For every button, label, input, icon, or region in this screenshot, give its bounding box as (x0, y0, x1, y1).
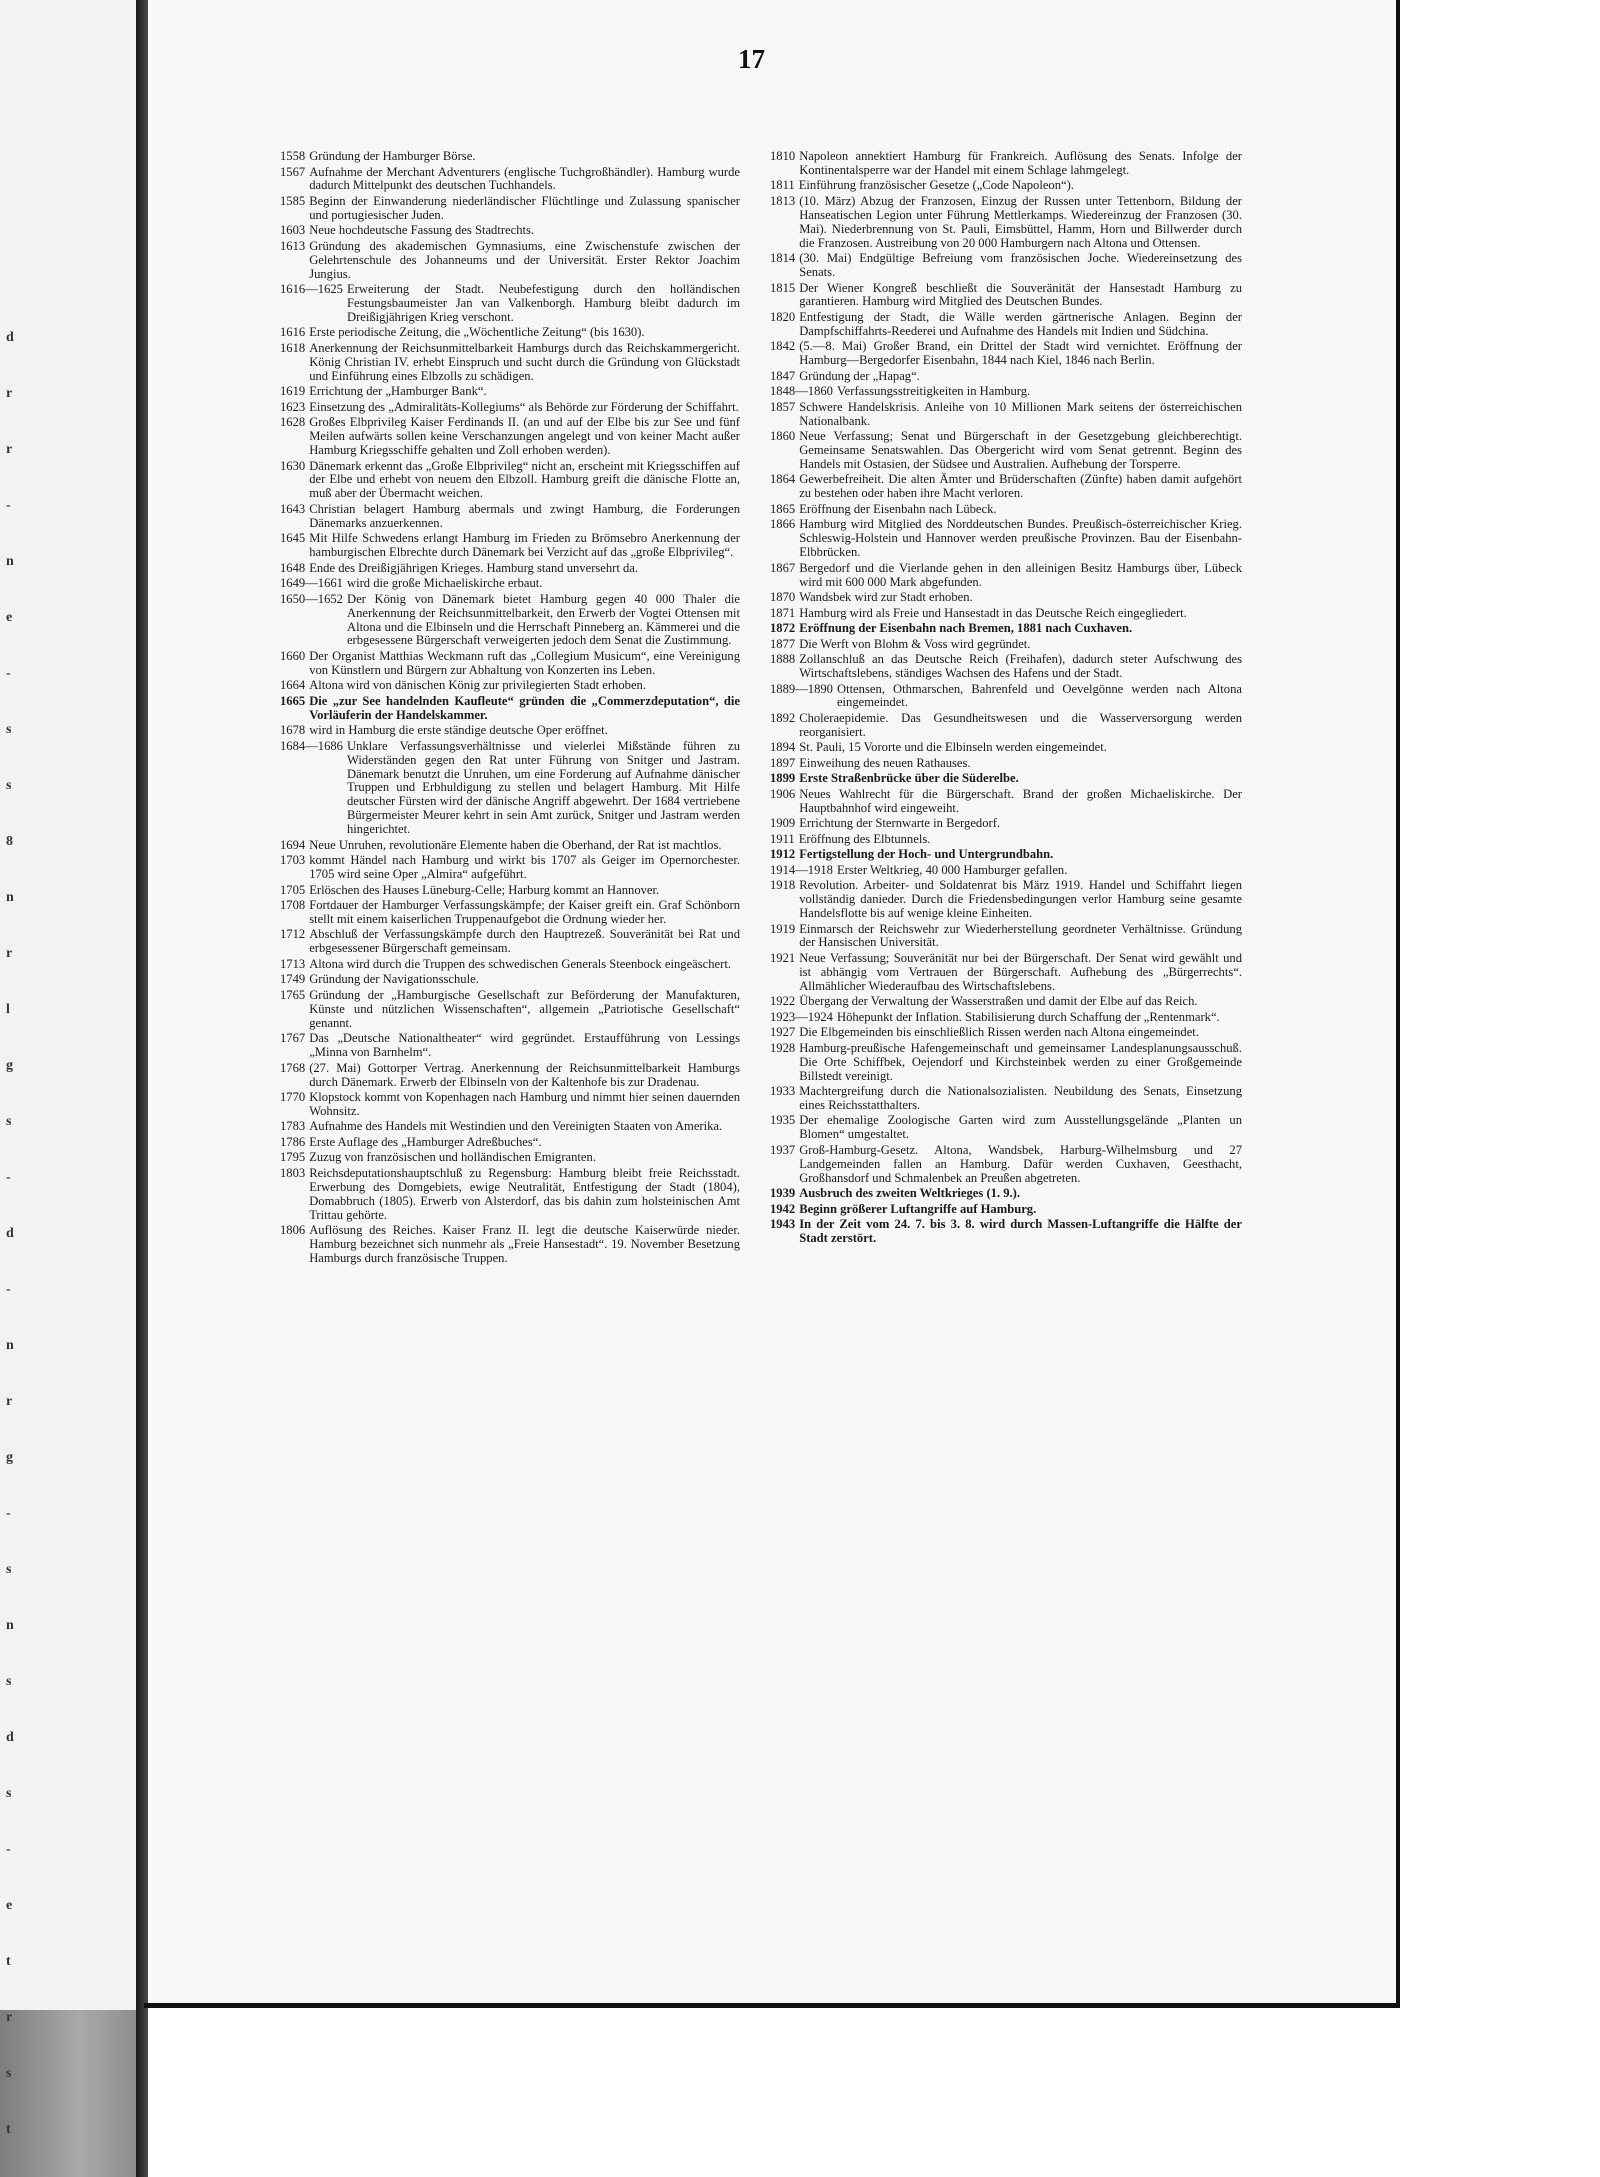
timeline-entry (770, 952, 1242, 994)
entry-text: Die Werft von Blohm & Voss wird gegründet. (799, 636, 1031, 651)
entry-text: Auflösung des Reiches. Kaiser Franz II. legt die deutsche Kaiserwürde nieder. Hamburg bezeichnet sich nunmehr als „Freie Hansestadt“. 19. November Besetzung Hamburgs durch französische Truppen. (309, 1223, 740, 1265)
entry-text: Großes Elbprivileg Kaiser Ferdinands II. (an und auf der Elbe bis zur See und fünf Meilen aufwärts sollen keine Verschanzungen angelegt und von keiner Macht außer Hamburg Kriegsschiffe gehalten und Zoll erhoben werden). (309, 415, 740, 458)
margin-letter: s (6, 722, 12, 737)
entry-year: 1867 (770, 560, 796, 575)
entry-year: 1892 (770, 710, 796, 725)
margin-letter: s (6, 1674, 12, 1689)
timeline-entry (280, 577, 740, 591)
entry-text: Anerkennung der Reichsunmittelbarkeit Hamburgs durch das Reichskammergericht. König Christian IV. erhebt Einspruch und sucht durch die Gründung von Glückstadt und Einführung eines Elbzolls zu schädigen. (309, 340, 740, 383)
entry-text: Die „zur See handelnden Kaufleute“ gründen die „Commerzdeputation“, die Vorläuferin der Handelskammer. (309, 693, 740, 722)
timeline-entry (280, 385, 740, 399)
entry-year: 1713 (280, 956, 306, 971)
timeline-entry (770, 1042, 1242, 1084)
entry-year: 1786 (280, 1134, 306, 1149)
entry-year: 1616—1625 (280, 282, 343, 297)
entry-text: Die Elbgemeinden bis einschließlich Rissen werden nach Altona eingemeindet. (799, 1025, 1199, 1040)
entry-year: 1628 (280, 415, 306, 430)
entry-text: Machtergreifung durch die Nationalsozialisten. Neubildung des Senats, Einsetzung eines Reichsstatthalters. (799, 1084, 1242, 1112)
entry-text: Klopstock kommt von Kopenhagen nach Hamburg und nimmt hier seinen dauernden Wohnsitz. (309, 1090, 740, 1118)
timeline-entry (280, 1091, 740, 1119)
timeline-entry (280, 740, 740, 837)
margin-letter: - (6, 1506, 11, 1521)
entry-text: Erste periodische Zeitung, die „Wöchentliche Zeitung“ (bis 1630). (309, 325, 645, 340)
entry-year: 1919 (770, 921, 796, 936)
entry-text: Erste Auflage des „Hamburger Adreßbuches“. (309, 1134, 542, 1149)
entry-year: 1814 (770, 251, 796, 266)
entry-text: kommt Händel nach Hamburg und wirkt bis 1707 als Geiger im Opernorchester. 1705 wird seine Oper „Almira“ aufgeführt. (309, 853, 740, 882)
entry-year: 1820 (770, 309, 796, 324)
margin-letter: r (6, 1394, 13, 1409)
margin-letter: n (6, 1338, 14, 1353)
timeline-entry (280, 224, 740, 238)
timeline-entry (770, 741, 1242, 755)
timeline-entry (770, 1026, 1242, 1040)
entry-year: 1648 (280, 560, 306, 575)
timeline-entry (280, 240, 740, 282)
timeline-entry (770, 622, 1242, 636)
margin-letter: t (6, 1954, 11, 1969)
entry-year: 1935 (770, 1113, 796, 1128)
timeline-entry (280, 899, 740, 927)
timeline-entry (280, 928, 740, 956)
timeline-entry (770, 562, 1242, 590)
entry-year: 1712 (280, 927, 306, 942)
margin-letter: n (6, 554, 14, 569)
entry-text: Neue Unruhen, revolutionäre Elemente haben die Oberhand, der Rat ist machtlos. (309, 837, 722, 852)
entry-text: Einweihung des neuen Rathauses. (799, 755, 971, 770)
left-page-edge (0, 0, 139, 2137)
entry-year: 1684—1686 (280, 738, 343, 753)
entry-year: 1866 (770, 517, 796, 532)
entry-year: 1912 (770, 847, 796, 862)
timeline-entry (280, 283, 740, 325)
timeline-entry (280, 1120, 740, 1134)
entry-text: (30. Mai) Endgültige Befreiung vom französischen Joche. Wiedereinsetzung des Senats. (799, 251, 1242, 280)
entry-text: Reichsdeputationshauptschluß zu Regensburg: Hamburg bleibt freie Reichsstadt. Erwerbung des Domgebiets, ewige Neutralität, Entfestigung der Stadt (1804), Domabbruch (1805). Erwerb von Alsterdorf, das bis dahin zum holsteinischen Amt Trittau gehörte. (309, 1165, 740, 1222)
margin-letter: - (6, 1282, 11, 1297)
entry-year: 1645 (280, 531, 306, 546)
entry-text: Entfestigung der Stadt, die Wälle werden gärtnerische Anlagen. Beginn der Dampfschiffahrts-Reederei und Aufnahme des Handels mit Indien und Südchina. (799, 309, 1242, 338)
timeline-entry (280, 1062, 740, 1090)
entry-year: 1660 (280, 648, 306, 663)
entry-year: 1906 (770, 786, 796, 801)
timeline-entry (770, 757, 1242, 771)
timeline-entry (770, 817, 1242, 831)
entry-text: Der ehemalige Zoologische Garten wird zum Ausstellungsgelände „Planten un Blomen“ umgestaltet. (799, 1113, 1242, 1142)
timeline-entry (770, 591, 1242, 605)
entry-year: 1937 (770, 1142, 796, 1157)
entry-text: Erste Straßenbrücke über die Süderelbe. (799, 771, 1019, 786)
entry-year: 1811 (770, 178, 795, 193)
margin-letter: e (6, 610, 13, 625)
entry-text: Neues Wahlrecht für die Bürgerschaft. Brand der großen Michaeliskirche. Der Hauptbahnhof wird eingeweiht. (799, 786, 1242, 815)
timeline-entry (280, 958, 740, 972)
entry-year: 1888 (770, 652, 796, 667)
timeline-entry (770, 195, 1242, 251)
entry-text: Beginn größerer Luftangriffe auf Hamburg. (799, 1201, 1037, 1216)
page-bottom-border (144, 2003, 1400, 2008)
margin-letter: - (6, 666, 11, 681)
margin-letter: l (6, 1002, 10, 1017)
entry-year: 1803 (280, 1165, 306, 1180)
timeline-entry (280, 679, 740, 693)
entry-year: 1618 (280, 340, 306, 355)
entry-year: 1943 (770, 1217, 796, 1232)
entry-text: Christian belagert Hamburg abermals und zwingt Hamburg, die Forderungen Dänemarks anzuerkennen. (309, 501, 740, 530)
entry-year: 1694 (280, 837, 306, 852)
timeline-entry (770, 683, 1242, 711)
entry-year: 1939 (770, 1186, 796, 1201)
entry-text: Hamburg-preußische Hafengemeinschaft und gemeinsamer Landesplanungsausschuß. Die Orte Schiffbek, Oejendorf und Kirchsteinbek werden zu einer Großgemeinde Billstedt vereinigt. (799, 1040, 1242, 1083)
timeline-entry (770, 864, 1242, 878)
timeline-entry (280, 1224, 740, 1266)
entry-text: Ausbruch des zweiten Weltkrieges (1. 9.). (799, 1186, 1021, 1201)
entry-text: Neue hochdeutsche Fassung des Stadtrechts. (309, 223, 535, 238)
timeline-entry (280, 650, 740, 678)
timeline-entry (280, 416, 740, 458)
timeline-entry (770, 1114, 1242, 1142)
timeline-entry (770, 370, 1242, 384)
timeline-entry (770, 385, 1242, 399)
timeline-entry (770, 1085, 1242, 1113)
entry-text: Altona wird von dänischen König zur privilegierten Stadt erhoben. (309, 678, 646, 693)
timeline-entry (280, 854, 740, 882)
entry-text: Ottensen, Othmarschen, Bahrenfeld und Oevelgönne werden nach Altona eingemeindet. (836, 681, 1242, 710)
entry-year: 1842 (770, 339, 796, 354)
entry-year: 1650—1652 (280, 591, 343, 606)
entry-text: Revolution. Arbeiter- und Soldatenrat bis März 1919. Handel und Schiffahrt liegen vollständig danieder. Durch die Friedensbedingungen verlor Hamburg seine gesamte Handelsflotte bis auf wenige kleine Einheiten. (799, 878, 1242, 921)
entry-year: 1813 (770, 193, 796, 208)
timeline-entry (280, 724, 740, 738)
timeline-entry (770, 653, 1242, 681)
entry-year: 1914—1918 (770, 862, 833, 877)
margin-letter: r (6, 442, 13, 457)
entry-text: Erweiterung der Stadt. Neubefestigung durch den holländischen Festungsbaumeister Jan van Valkenborgh. Hamburg bleibt dadurch im Dreißigjährigen Krieg verschont. (346, 282, 740, 324)
timeline-entry (280, 150, 740, 164)
entry-year: 1871 (770, 605, 796, 620)
timeline-entry (770, 503, 1242, 517)
entry-year: 1942 (770, 1201, 796, 1216)
entry-text: Eröffnung der Eisenbahn nach Bremen, 1881 nach Cuxhaven. (799, 621, 1133, 636)
timeline-entry (280, 973, 740, 987)
entry-year: 1877 (770, 636, 796, 651)
entry-text: Zollanschluß an das Deutsche Reich (Freihafen), dadurch steter Aufschwung des Wirtschaftslebens, ständiges Wachsen des Hafens und der Stadt. (799, 652, 1242, 680)
margin-letter: - (6, 1170, 11, 1185)
margin-letter: d (6, 1730, 14, 1745)
timeline-entry (280, 1136, 740, 1150)
timeline-entry (770, 833, 1242, 847)
entry-year: 1649—1661 (280, 576, 343, 591)
timeline-entry (770, 772, 1242, 786)
timeline-entry (770, 879, 1242, 921)
timeline-entry (280, 401, 740, 415)
timeline-entry (770, 430, 1242, 472)
timeline-column-right (770, 150, 1242, 1248)
entry-text: Übergang der Verwaltung der Wasserstraßen und damit der Elbe auf das Reich. (799, 994, 1198, 1009)
entry-year: 1585 (280, 193, 306, 208)
timeline-entry (280, 342, 740, 384)
timeline-entry (280, 839, 740, 853)
entry-text: Zuzug von französischen und holländischen Emigranten. (309, 1150, 596, 1165)
timeline-entry (770, 923, 1242, 951)
timeline-entry (280, 1151, 740, 1165)
entry-year: 1619 (280, 384, 306, 399)
timeline-entry (770, 340, 1242, 368)
timeline-entry (770, 1218, 1242, 1246)
timeline-entry (770, 1011, 1242, 1025)
margin-letter: t (6, 2122, 11, 2137)
entry-text: wird in Hamburg die erste ständige deutsche Oper eröffnet. (309, 723, 608, 738)
margin-letter: d (6, 330, 14, 345)
entry-text: Beginn der Einwanderung niederländischer Flüchtlinge und Zulassung spanischer und portugiesischer Juden. (309, 193, 740, 222)
entry-text: Eröffnung der Eisenbahn nach Lübeck. (799, 501, 997, 516)
entry-year: 1921 (770, 950, 796, 965)
entry-year: 1567 (280, 164, 306, 179)
entry-text: Fortdauer der Hamburger Verfassungskämpfe; der Kaiser greift ein. Graf Schönborn stellt mit einem kaiserlichen Truppenaufgebot die Ordnung wieder her. (309, 898, 740, 926)
entry-text: Gründung der Navigationsschule. (309, 972, 479, 987)
entry-text: Einsetzung des „Admiralitäts-Kollegiums“ als Behörde zur Förderung der Schiffahrt. (309, 399, 739, 414)
entry-text: St. Pauli, 15 Vororte und die Elbinseln werden eingemeindet. (799, 740, 1107, 755)
entry-year: 1616 (280, 325, 306, 340)
entry-text: Höhepunkt der Inflation. Stabilisierung durch Schaffung der „Rentenmark“. (836, 1009, 1220, 1024)
timeline-entry (770, 401, 1242, 429)
entry-text: Gründung der Hamburger Börse. (309, 149, 476, 163)
timeline-entry (280, 884, 740, 898)
entry-year: 1864 (770, 472, 796, 487)
entry-text: Erlöschen des Hauses Lüneburg-Celle; Harburg kommt an Hannover. (309, 882, 660, 897)
entry-text: Hamburg wird als Freie und Hansestadt in das Deutsche Reich eingegliedert. (799, 605, 1187, 620)
timeline-entry (280, 460, 740, 502)
entry-text: Hamburg wird Mitglied des Norddeutschen Bundes. Preußisch-österreichischer Krieg. Schleswig-Holstein und Hannover werden preußische Provinzen. Bau der Eisenbahn-Elbbrücken. (799, 517, 1242, 560)
entry-year: 1603 (280, 223, 306, 238)
entry-text: Bergedorf und die Vierlande gehen in den alleinigen Besitz Hamburgs über, Lübeck wird mit 600 000 Mark abgefunden. (799, 560, 1242, 589)
entry-text: Das „Deutsche Nationaltheater“ wird gegründet. Erstaufführung von Lessings „Minna von Barnhelm“. (309, 1031, 740, 1060)
timeline-entry (770, 150, 1242, 178)
entry-text: Gründung des akademischen Gymnasiums, eine Zwischenstufe zwischen der Gelehrtenschule des Johanneums und der Universität. Erster Rektor Joachim Jungius. (309, 238, 740, 281)
timeline-entry (280, 562, 740, 576)
entry-year: 1749 (280, 972, 306, 987)
entry-text: (10. März) Abzug der Franzosen, Einzug der Russen unter Tettenborn, Bildung der Hanseatischen Legion unter Führung Mettlerkamps. Wiedereinzug der Franzosen (30. Mai). Niederbrennung von St. Pauli, Eimsbüttel, Hamm, Horn und Billwerder durch die Franzosen. Austreibung von 20 000 Hamburgern nach Altona und Ottensen. (799, 193, 1242, 250)
timeline-entry (770, 252, 1242, 280)
entry-year: 1664 (280, 678, 306, 693)
margin-letter: g (6, 1450, 13, 1465)
page-right-border (1396, 0, 1400, 2008)
timeline-entry (280, 593, 740, 649)
entry-text: Aufnahme der Merchant Adventurers (englische Tuchgroßhändler). Hamburg wurde dadurch Mittelpunkt des deutschen Tuchhandels. (309, 164, 740, 193)
timeline-entry (770, 1144, 1242, 1186)
entry-year: 1767 (280, 1031, 306, 1046)
entry-year: 1922 (770, 994, 796, 1009)
margin-letter: - (6, 1842, 11, 1857)
entry-text: Aufnahme des Handels mit Westindien und den Vereinigten Staaten von Amerika. (309, 1119, 723, 1134)
entry-year: 1558 (280, 149, 306, 163)
entry-year: 1889—1890 (770, 681, 833, 696)
margin-letter: r (6, 386, 13, 401)
entry-text: Eröffnung des Elbtunnels. (798, 831, 931, 846)
entry-year: 1630 (280, 458, 306, 473)
entry-year: 1665 (280, 693, 306, 708)
entry-text: Altona wird durch die Truppen des schwedischen Generals Steenbock eingeäschert. (309, 956, 731, 971)
entry-text: (27. Mai) Gottorper Vertrag. Anerkennung der Reichsunmittelbarkeit Hamburgs durch Dänemark. Erwerb der Elbinseln von der Kaltenhofe bis zur Dradenau. (309, 1060, 740, 1089)
margin-letter: n (6, 1618, 14, 1633)
entry-text: Erster Weltkrieg, 40 000 Hamburger gefallen. (836, 862, 1068, 877)
entry-year: 1678 (280, 723, 306, 738)
book-spine (136, 0, 148, 2177)
entry-year: 1927 (770, 1025, 796, 1040)
entry-year: 1897 (770, 755, 796, 770)
timeline-entry (280, 166, 740, 194)
entry-text: Einmarsch der Reichswehr zur Wiederherstellung geordneter Verhältnisse. Gründung der Hansischen Universität. (799, 921, 1242, 950)
margin-letter: s (6, 1114, 12, 1129)
entry-year: 1765 (280, 987, 306, 1002)
entry-year: 1857 (770, 399, 796, 414)
margin-letter: r (6, 946, 13, 961)
entry-text: In der Zeit vom 24. 7. bis 3. 8. wird durch Massen-Luftangriffe die Hälfte der Stadt zerstört. (799, 1217, 1242, 1246)
timeline-column-left (280, 150, 740, 1267)
page-number: 17 (738, 44, 765, 74)
timeline-entry (770, 179, 1242, 193)
timeline-entry (280, 326, 740, 340)
timeline-entry (770, 1203, 1242, 1217)
timeline-entry (770, 712, 1242, 740)
entry-text: Der König von Dänemark bietet Hamburg gegen 40 000 Thaler die Anerkennung der Reichsunmittelbarkeit, den Erwerb der Vogtei Ottensen mit Altona und die Elbinseln und die Herrschaft Pinneberg an. Kämmerei und die erbgesessene Bürgerschaft verweigerten jedoch dem Senat die Zustimmung. (346, 591, 740, 648)
entry-text: Gewerbefreiheit. Die alten Ämter und Brüderschaften (Zünfte) haben damit aufgehört zu bestehen oder haben ihre Macht verloren. (799, 472, 1242, 501)
timeline-entry (770, 518, 1242, 560)
margin-letter: s (6, 778, 12, 793)
entry-year: 1848—1860 (770, 384, 833, 399)
entry-text: Neue Verfassung; Senat und Bürgerschaft in der Gesetzgebung gleichberechtigt. Gemeinsame Senatswahlen. Das Obergericht wird vom Senat getrennt. Beginn des Handels mit Ostasien, der Südsee und Australien. Aufhebung der Torsperre. (799, 429, 1242, 471)
entry-text: Verfassungsstreitigkeiten in Hamburg. (836, 384, 1031, 399)
timeline-entry (280, 532, 740, 560)
timeline-entry (770, 788, 1242, 816)
timeline-entry (770, 848, 1242, 862)
timeline-entry (280, 195, 740, 223)
entry-year: 1909 (770, 816, 796, 831)
entry-year: 1870 (770, 590, 796, 605)
timeline-entry (770, 607, 1242, 621)
margin-letter: n (6, 890, 14, 905)
timeline-entry (280, 695, 740, 723)
timeline-entry (280, 503, 740, 531)
entry-text: Fertigstellung der Hoch- und Untergrundbahn. (799, 847, 1054, 862)
entry-text: Ende des Dreißigjährigen Krieges. Hamburg stand unversehrt da. (309, 560, 639, 575)
entry-text: Groß-Hamburg-Gesetz. Altona, Wandsbek, Harburg-Wilhelmsburg und 27 Landgemeinden fallen an Hamburg. Dafür werden Cuxhaven, Geesthacht, Großhansdorf und Schmalenbek an Preußen abgetreten. (799, 1142, 1242, 1185)
entry-year: 1770 (280, 1090, 306, 1104)
entry-text: Wandsbek wird zur Stadt erhoben. (799, 590, 973, 605)
entry-year: 1613 (280, 238, 306, 253)
margin-letter: d (6, 1226, 14, 1241)
entry-text: Unklare Verfassungsverhältnisse und vielerlei Mißstände führen zu Widerständen gegen den Rat unter Führung von Snitger und Jastram. Dänemark benutzt die Unruhen, um eine Forderung auf Aufnahme dänischer Truppen und Erbhuldigung zu stellen und belagert Hamburg. Mit Hilfe deutscher Fürsten wird der dänische Angriff abgewehrt. Der 1684 vertriebene Bürgermeister Meurer kehrt in sein Amt zurück, Snitger und Jastram werden hingerichtet. (346, 738, 740, 837)
entry-year: 1708 (280, 898, 306, 913)
entry-year: 1923—1924 (770, 1009, 833, 1024)
entry-year: 1810 (770, 149, 796, 163)
entry-text: Gründung der „Hamburgische Gesellschaft zur Beförderung der Manufakturen, Künste und nützlichen Wissenschaften“, allgemein „Patriotische Gesellschaft“ genannt. (309, 987, 740, 1030)
timeline-entry (770, 311, 1242, 339)
entry-text: Einführung französischer Gesetze („Code Napoleon“). (798, 178, 1074, 193)
entry-text: Dänemark erkennt das „Große Elbprivileg“ nicht an, erscheint mit Kriegsschiffen auf der Elbe und erhebt von neuem den Elbzoll. Hamburg greift die dänische Flotte an, muß aber der Übermacht weichen. (309, 458, 740, 501)
entry-year: 1894 (770, 740, 796, 755)
entry-year: 1806 (280, 1223, 306, 1238)
timeline-entry (280, 1032, 740, 1060)
entry-year: 1865 (770, 501, 796, 516)
entry-year: 1783 (280, 1119, 306, 1134)
entry-text: Neue Verfassung; Souveränität nur bei der Bürgerschaft. Der Senat wird gewählt und ist abhängig vom Vertrauen der Bürgerschaft. Aufhebung des „Bürgerrechts“. Allmählicher Wiederaufbau des Wirtschaftslebens. (799, 950, 1242, 993)
entry-year: 1815 (770, 280, 796, 295)
margin-letter: e (6, 1898, 13, 1913)
entry-year: 1860 (770, 429, 796, 444)
entry-year: 1918 (770, 878, 796, 893)
entry-year: 1911 (770, 831, 795, 846)
margin-letter: s (6, 1562, 12, 1577)
entry-year: 1933 (770, 1084, 796, 1099)
timeline-entry (280, 989, 740, 1031)
entry-year: 1768 (280, 1060, 306, 1075)
entry-text: (5.—8. Mai) Großer Brand, ein Drittel der Stadt wird vernichtet. Eröffnung der Hamburg—Bergedorfer Eisenbahn, 1844 nach Kiel, 1846 nach Berlin. (799, 339, 1242, 368)
timeline-entry (770, 995, 1242, 1009)
margin-letter: s (6, 1786, 12, 1801)
entry-text: Abschluß der Verfassungskämpfe durch den Hauptrezeß. Souveränität bei Rat und erbgesessener Bürgerschaft gemeinsam. (309, 927, 740, 956)
entry-text: Der Wiener Kongreß beschließt die Souveränität der Hansestadt Hamburg zu garantieren. Hamburg wird Mitglied des Deutschen Bundes. (799, 280, 1242, 309)
entry-text: wird die große Michaeliskirche erbaut. (346, 576, 543, 591)
margin-letter: 8 (6, 834, 13, 849)
entry-year: 1623 (280, 399, 306, 414)
entry-text: Errichtung der „Hamburger Bank“. (309, 384, 487, 399)
entry-text: Schwere Handelskrisis. Anleihe von 10 Millionen Mark seitens der österreichischen Nationalbank. (799, 399, 1242, 428)
entry-year: 1872 (770, 621, 796, 636)
entry-text: Errichtung der Sternwarte in Bergedorf. (799, 816, 1001, 831)
timeline-entry (770, 638, 1242, 652)
entry-text: Mit Hilfe Schwedens erlangt Hamburg im Frieden zu Brömsebro Anerkennung der hamburgischen Elbrechte durch Dänemark bei Verzicht auf das „große Elbprivileg“. (309, 531, 740, 560)
entry-text: Der Organist Matthias Weckmann ruft das „Collegium Musicum“, eine Vereinigung von Künstlern und Bürgern zur Abhaltung von Konzerten ins Leben. (309, 648, 740, 677)
margin-letter: s (6, 2066, 12, 2081)
margin-letter: r (6, 2010, 13, 2025)
entry-year: 1703 (280, 853, 306, 868)
margin-letter: g (6, 1058, 13, 1073)
timeline-entry (280, 1167, 740, 1223)
entry-text: Napoleon annektiert Hamburg für Frankreich. Auflösung des Senats. Infolge der Kontinentalsperre war der Handel mit einem Schlage lahmgelegt. (799, 149, 1242, 177)
timeline-entry (770, 473, 1242, 501)
entry-year: 1928 (770, 1040, 796, 1055)
entry-year: 1643 (280, 501, 306, 516)
entry-year: 1705 (280, 882, 306, 897)
entry-year: 1847 (770, 368, 796, 383)
entry-year: 1795 (280, 1150, 306, 1165)
timeline-entry (770, 282, 1242, 310)
margin-letter: - (6, 498, 11, 513)
entry-year: 1899 (770, 771, 796, 786)
entry-text: Gründung der „Hapag“. (799, 368, 920, 383)
entry-text: Choleraepidemie. Das Gesundheitswesen und die Wasserversorgung werden reorganisiert. (799, 710, 1242, 739)
timeline-entry (770, 1187, 1242, 1201)
